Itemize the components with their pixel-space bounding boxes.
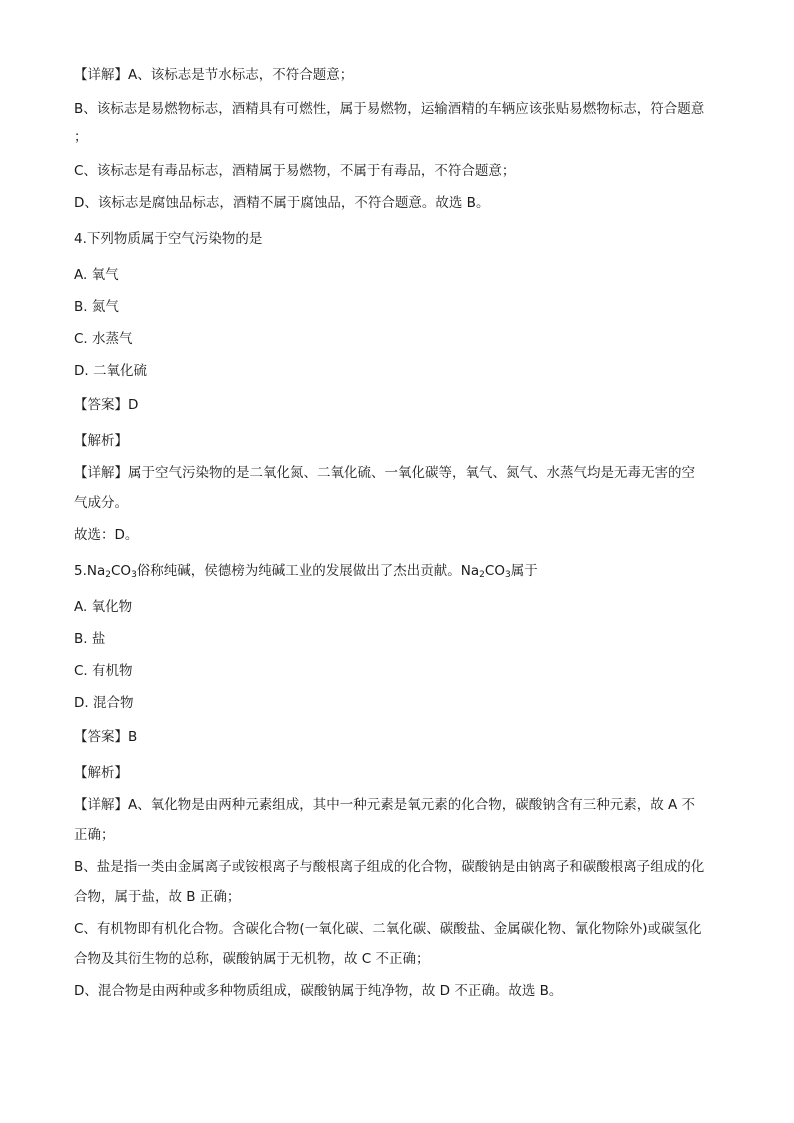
text-line: D. 二氧化硫 bbox=[74, 363, 147, 379]
text-line: 【详解】A、氧化物是由两种元素组成，其中一种元素是氧元素的化合物，碳酸钠含有三种元素，故 A 不 bbox=[74, 797, 696, 813]
q5-part: 5.Na bbox=[74, 563, 106, 579]
subscript: 3 bbox=[504, 570, 511, 580]
subscript: 2 bbox=[479, 570, 485, 580]
q5-part: CO bbox=[111, 563, 132, 579]
text-line: 合物及其衍生物的总称，碳酸钠属于无机物，故 C 不正确； bbox=[74, 951, 430, 967]
q5-part: CO bbox=[484, 563, 505, 579]
text-line: B、该标志是易燃物标志，酒精具有可燃性，属于易燃物，运输酒精的车辆应该张贴易燃物标志，符合题意 bbox=[74, 101, 705, 117]
text-line: C、该标志是有毒品标志，酒精属于易燃物，不属于有毒品，不符合题意； bbox=[74, 163, 516, 179]
text-line: C. 水蒸气 bbox=[74, 331, 133, 347]
text-line: C、有机物即有机化合物。含碳化合物(一氧化碳、二氧化碳、碳酸盐、金属碳化物、氰化物除外)或碳氢化 bbox=[74, 921, 702, 937]
text-line: ； bbox=[74, 129, 88, 145]
text-line: 正确； bbox=[74, 827, 115, 843]
text-line: B. 氮气 bbox=[74, 299, 119, 315]
text-line: 气成分。 bbox=[74, 495, 128, 511]
text-line: 4.下列物质属于空气污染物的是 bbox=[74, 231, 263, 247]
subscript: 3 bbox=[131, 570, 137, 580]
question-5-stem bbox=[74, 562, 538, 584]
q5-part: 属于 bbox=[510, 563, 538, 579]
text-line: B、盐是指一类由金属离子或铵根离子与酸根离子组成的化合物，碳酸钠是由钠离子和碳酸根离子组成的化 bbox=[74, 859, 705, 875]
q5-part: 俗称纯碱，侯德榜为纯碱工业的发展做出了杰出贡献。Na bbox=[136, 563, 480, 579]
text-line: D. 混合物 bbox=[74, 695, 134, 711]
text-line: 【答案】D bbox=[74, 397, 139, 413]
text-line: 【解析】 bbox=[74, 433, 128, 449]
text-line: A. 氧气 bbox=[74, 267, 119, 283]
text-line: 【详解】属于空气污染物的是二氧化氮、二氧化硫、一氧化碳等，氧气、氮气、水蒸气均是无毒无害的空 bbox=[74, 465, 695, 481]
text-line: 合物，属于盐，故 B 正确； bbox=[74, 889, 241, 905]
text-line: C. 有机物 bbox=[74, 663, 133, 679]
text-line: A. 氧化物 bbox=[74, 599, 133, 615]
text-line: 【解析】 bbox=[74, 765, 128, 781]
text-line: B. 盐 bbox=[74, 631, 106, 647]
text-line: 【答案】B bbox=[74, 729, 138, 745]
text-line: D、混合物是由两种或多种物质组成，碳酸钠属于纯净物，故 D 不正确。故选 B。 bbox=[74, 983, 563, 999]
text-line: 故选：D。 bbox=[74, 527, 139, 543]
text-line: D、该标志是腐蚀品标志，酒精不属于腐蚀品，不符合题意。故选 B。 bbox=[74, 195, 490, 211]
text-line: 【详解】A、该标志是节水标志，不符合题意； bbox=[74, 67, 354, 83]
subscript: 2 bbox=[105, 570, 111, 580]
